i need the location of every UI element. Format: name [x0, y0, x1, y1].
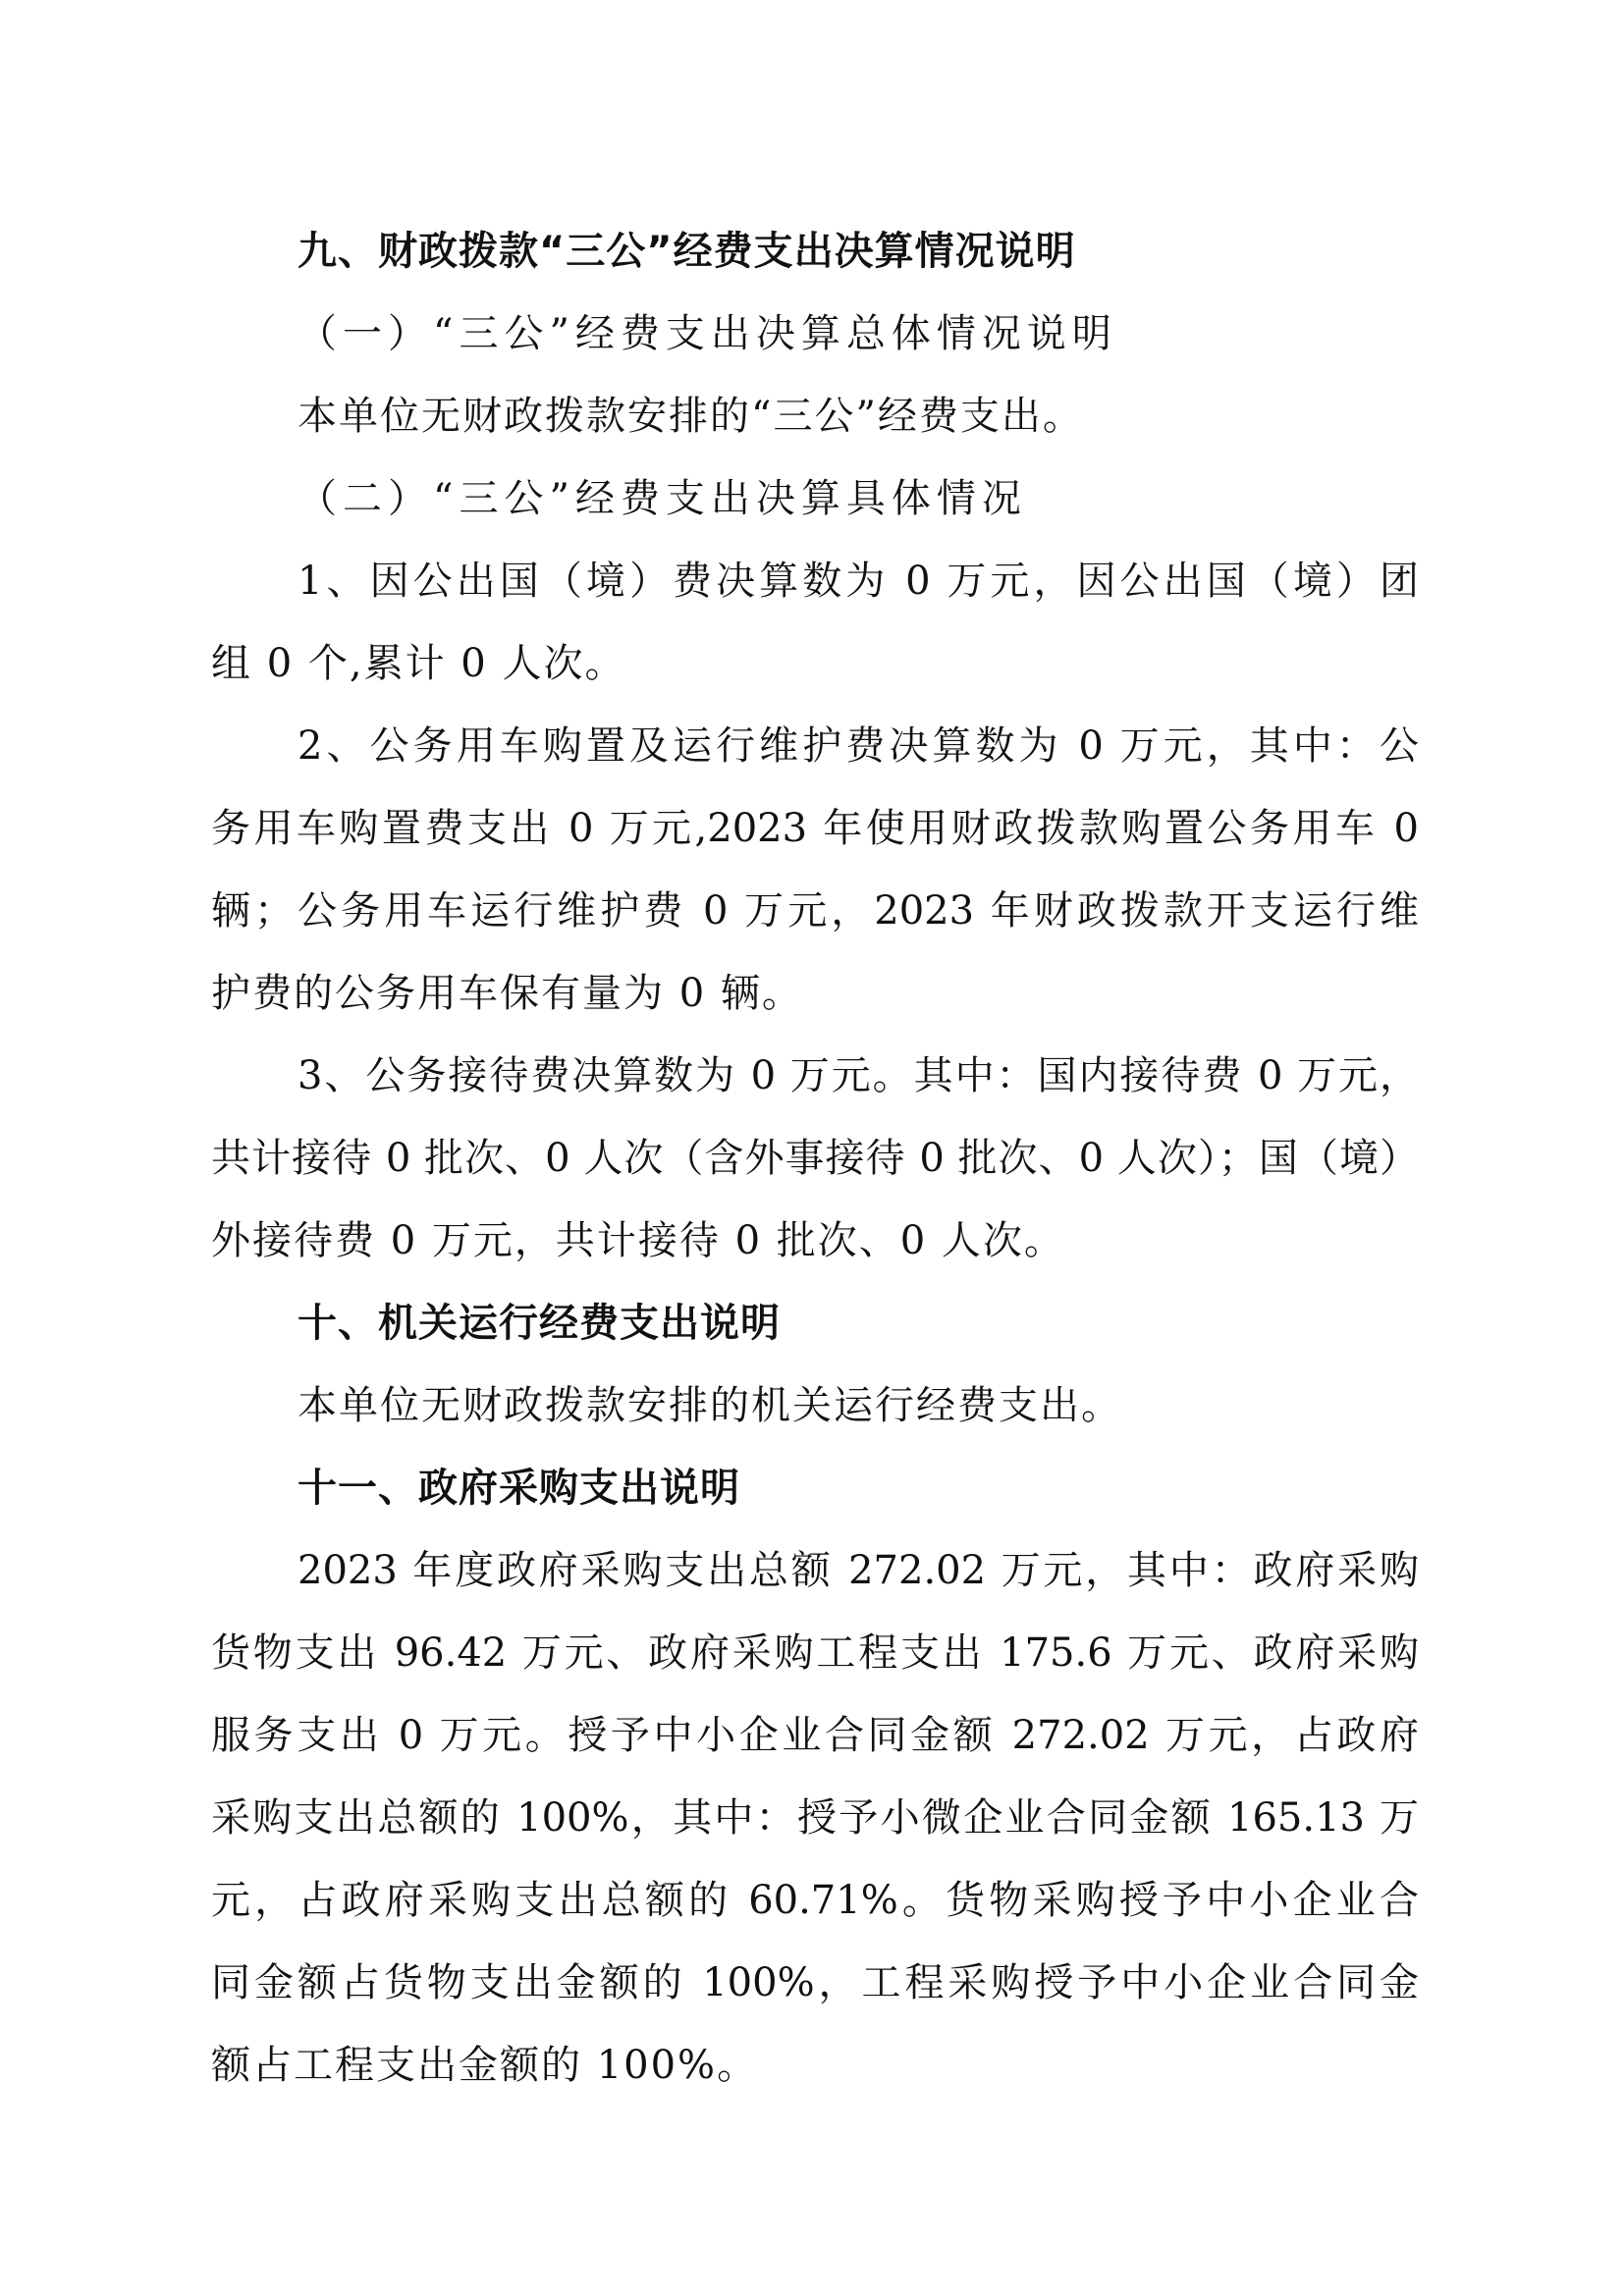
paragraph-line: 2023 年度政府采购支出总额 272.02 万元，其中：政府采购: [298, 1548, 1419, 1593]
paragraph-line: 外接待费 0 万元，共计接待 0 批次、0 人次。: [211, 1218, 1065, 1263]
paragraph-line: 采购支出总额的 100%，其中：授予小微企业合同金额 165.13 万: [211, 1795, 1419, 1841]
paragraph-line: 3、公务接待费决算数为 0 万元。其中：国内接待费 0 万元，: [298, 1053, 1419, 1098]
paragraph-line: 货物支出 96.42 万元、政府采购工程支出 175.6 万元、政府采购: [211, 1630, 1419, 1676]
paragraph-line: 务用车购置费支出 0 万元,2023 年使用财政拨款购置公务用车 0: [211, 806, 1419, 851]
paragraph-line: 1、因公出国（境）费决算数为 0 万元，因公出国（境）团: [298, 559, 1419, 604]
paragraph-line: 共计接待 0 批次、0 人次（含外事接待 0 批次、0 人次）；国（境）: [211, 1136, 1419, 1181]
subheading-overall: （一）“三公”经费支出决算总体情况说明: [298, 311, 1117, 356]
paragraph-line: 本单位无财政拨款安排的机关运行经费支出。: [298, 1383, 1122, 1428]
section-heading-11: 十一、政府采购支出说明: [298, 1466, 740, 1511]
paragraph-line: 组 0 个,累计 0 人次。: [211, 641, 626, 686]
paragraph-line: 服务支出 0 万元。授予中小企业合同金额 272.02 万元，占政府: [211, 1713, 1419, 1758]
paragraph-line: 本单位无财政拨款安排的“三公”经费支出。: [298, 394, 1084, 439]
paragraph-line: 辆；公务用车运行维护费 0 万元，2023 年财政拨款开支运行维: [211, 888, 1419, 934]
paragraph-line: 同金额占货物支出金额的 100%，工程采购授予中小企业合同金: [211, 1960, 1419, 2005]
section-heading-10: 十、机关运行经费支出说明: [298, 1301, 781, 1346]
paragraph-line: 元，占政府采购支出总额的 60.71%。货物采购授予中小企业合: [211, 1878, 1419, 1923]
document-body: [211, 210, 1419, 2107]
subheading-detail: （二）“三公”经费支出决算具体情况: [298, 476, 1027, 521]
paragraph-line: 额占工程支出金额的 100%。: [211, 2043, 759, 2088]
section-heading-9: 九、财政拨款“三公”经费支出决算情况说明: [298, 229, 1076, 274]
paragraph-line: 2、公务用车购置及运行维护费决算数为 0 万元，其中：公: [298, 723, 1419, 769]
paragraph-line: 护费的公务用车保有量为 0 辆。: [211, 971, 803, 1016]
